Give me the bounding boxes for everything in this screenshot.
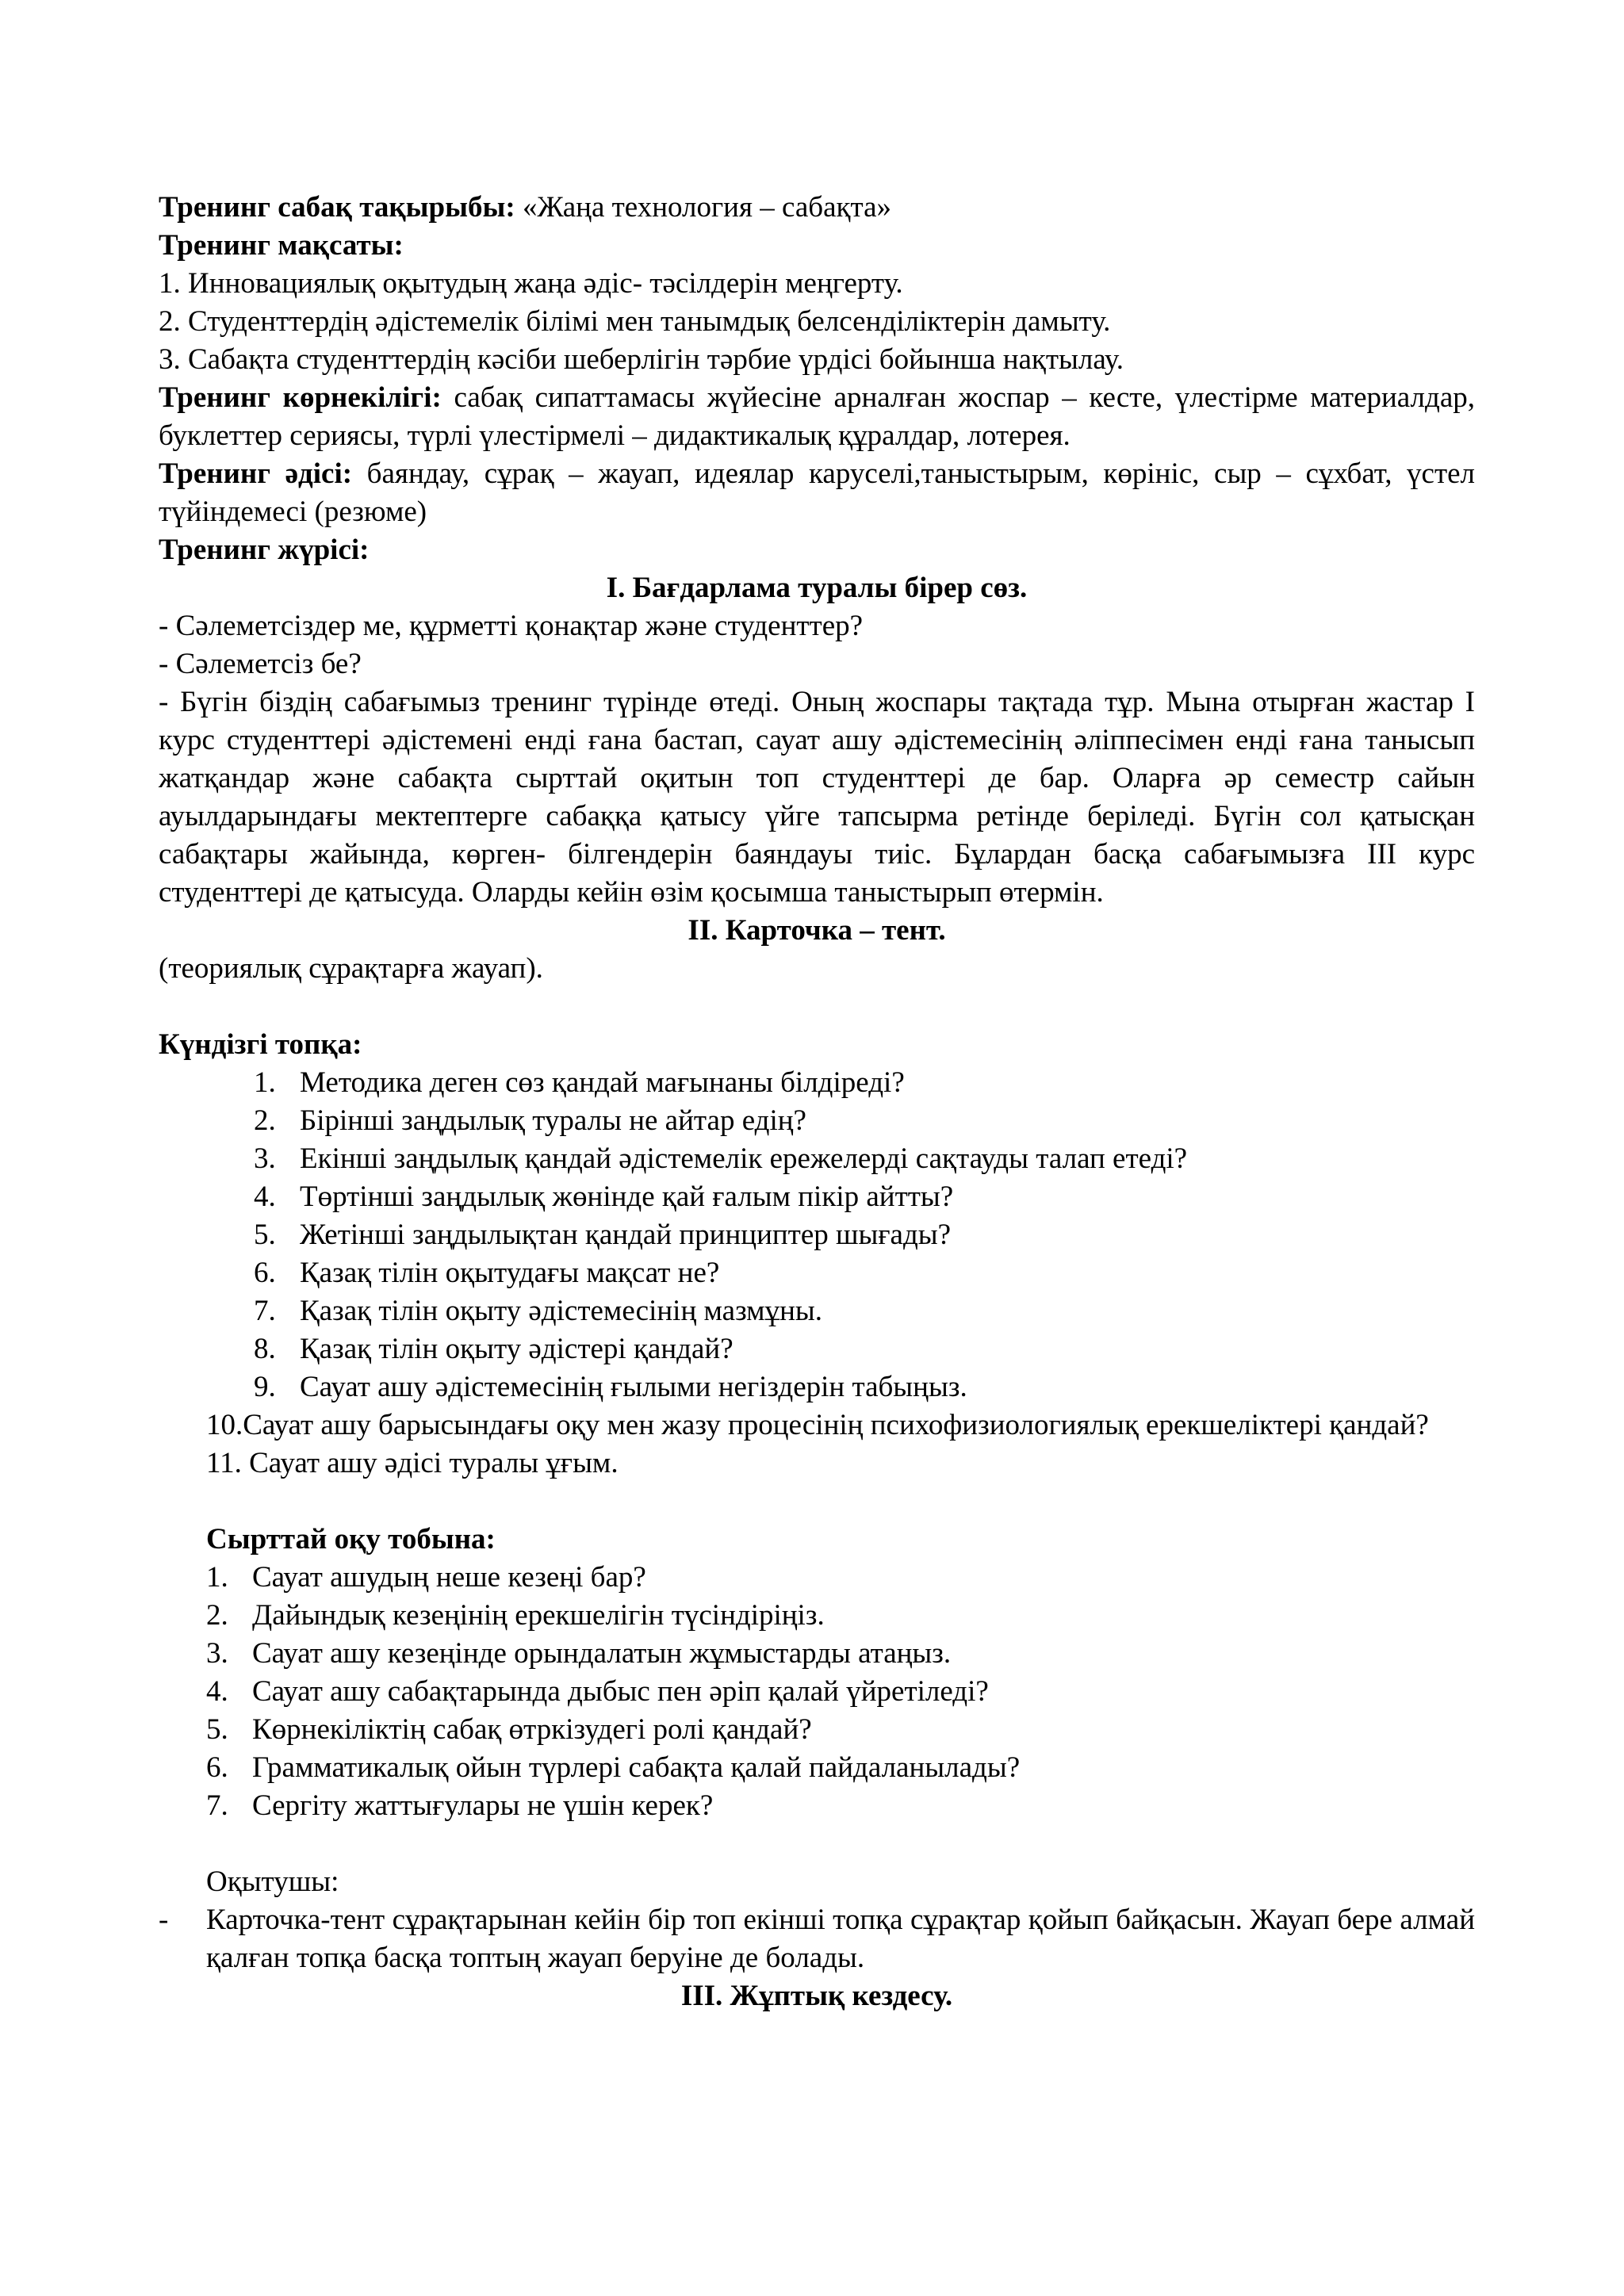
list-item <box>206 1597 1475 1635</box>
document-body <box>159 189 1475 2015</box>
list-number: 2. <box>254 1104 276 1137</box>
list-item <box>254 1254 1475 1292</box>
list-text: Дайындық кезеңінің ерекшелігін түсіндіріңіз. <box>252 1599 825 1632</box>
list-text: Қазақ тілін оқытудағы мақсат не? <box>300 1257 720 1289</box>
list-item <box>254 1216 1475 1254</box>
list-text: Сауат ашу кезеңінде орындалатын жұмыстарды атаңыз. <box>252 1637 952 1670</box>
list-number: 5. <box>206 1713 228 1746</box>
list-item <box>254 1292 1475 1330</box>
distance-group-list <box>159 1559 1475 1825</box>
day-group-list <box>159 1064 1475 1406</box>
list-item <box>254 1064 1475 1102</box>
list-item <box>206 1635 1475 1673</box>
list-item <box>206 1673 1475 1711</box>
list-text: Қазақ тілін оқыту әдістемесінің мазмұны. <box>300 1295 823 1327</box>
list-number: 1. <box>206 1561 228 1594</box>
list-item <box>206 1559 1475 1597</box>
methods-value: баяндау, сұрақ – жауап, идеялар каруселі,таныстырым, көрініс, сыр – сұхбат, үстел түйіндемесі (резюме) <box>159 457 1476 528</box>
list-text: Көрнекіліктің сабақ өтркізудегі ролі қандай? <box>252 1713 812 1746</box>
distance-group-label: Сырттай оқу тобына: <box>206 1523 496 1556</box>
list-text: Төртінші заңдылық жөнінде қай ғалым пікір айтты? <box>300 1181 954 1213</box>
visuals-value: сабақ сипаттамасы жүйесіне арналған жоспар – кесте, үлестірме материалдар, буклеттер сериясы, түрлі үлестірмелі – дидактикалық құралдар, лотерея. <box>159 381 1476 452</box>
section2-title: ІІ. Карточка – тент. <box>688 914 946 947</box>
goal-item: 2. Студенттердің әдістемелік білімі мен танымдық белсенділіктерін дамыту. <box>159 305 1111 338</box>
list-text: Сауат ашу сабақтарында дыбыс пен әріп қалай үйретіледі? <box>252 1675 989 1708</box>
list-text: Сауат ашудың неше кезеңі бар? <box>252 1561 646 1594</box>
goals-label: Тренинг мақсаты: <box>159 229 404 262</box>
section1-title: І. Бағдарлама туралы бірер сөз. <box>606 572 1028 604</box>
list-number: 5. <box>254 1219 276 1251</box>
list-text: Сауат ашу әдістемесінің ғылыми негіздерін табыңыз. <box>300 1371 967 1403</box>
list-item <box>206 1749 1475 1787</box>
goal-item: 1. Инновациялық оқытудың жаңа әдіс- тәсілдерін меңгерту. <box>159 267 903 300</box>
list-item <box>254 1368 1475 1406</box>
topic-line <box>159 189 1475 227</box>
goal-item: 3. Сабақта студенттердің кәсіби шеберлігін тәрбие үрдісі бойынша нақтылау. <box>159 343 1124 376</box>
list-number: 3. <box>254 1142 276 1175</box>
spacer <box>159 1483 1475 1521</box>
list-number: 7. <box>206 1789 228 1822</box>
teacher-text: Карточка-тент сұрақтарынан кейін бір топ екінші топқа сұрақтар қойып байқасын. Жауап бере алмай қалған топқа басқа топтың жауап беруіне де болады. <box>206 1904 1475 1974</box>
list-number: 4. <box>254 1181 276 1213</box>
list-text: Қазақ тілін оқыту әдістері қандай? <box>300 1333 733 1365</box>
topic-label: Тренинг сабақ тақырыбы: <box>159 191 515 224</box>
spacer <box>159 1825 1475 1863</box>
dash-marker: - <box>159 1904 169 1936</box>
section3-title: ІІІ. Жұптық кездесу. <box>680 1980 953 2012</box>
list-text: Екінші заңдылық қандай әдістемелік ережелерді сақтауды талап етеді? <box>300 1142 1188 1175</box>
visuals-paragraph <box>159 379 1475 455</box>
list-number: 6. <box>206 1751 228 1784</box>
list-item <box>254 1330 1475 1368</box>
list-text: Бірінші заңдылық туралы не айтар едің? <box>300 1104 806 1137</box>
teacher-label: Оқытушы: <box>206 1866 339 1898</box>
list-number: 1. <box>254 1066 276 1099</box>
list-text: Грамматикалық ойын түрлері сабақта қалай пайдаланылады? <box>252 1751 1021 1784</box>
teacher-note <box>159 1901 1475 1977</box>
list-number: 3. <box>206 1637 228 1670</box>
list-number: 2. <box>206 1599 228 1632</box>
list-text: Сергіту жаттығулары не үшін керек? <box>252 1789 714 1822</box>
list-number: 8. <box>254 1333 276 1365</box>
list-number: 9. <box>254 1371 276 1403</box>
list-number: 7. <box>254 1295 276 1327</box>
intro-paragraph: - Бүгін біздің сабағымыз тренинг түрінде өтеді. Оның жоспары тақтада тұр. Мына отырған жастар І курс студенттері әдістемені енді ғана бастап, сауат ашу әдістемесінің әліппесімен енді ғана танысып жатқандар және сабақта сырттай оқитын топ студенттері де бар. Оларға әр семестр сайын ауылдарындағы мектептерге сабаққа қатысу үйге тапсырма ретінде беріледі. Бүгін сол қатысқан сабақтары жайында, көрген- білгендерін баяндауы тиіс. Бұлардан басқа сабағымызға ІІІ курс студенттері де қатысуда. Оларды кейін өзім қосымша таныстырып өтермін. <box>159 686 1475 909</box>
course-label: Тренинг жүрісі: <box>159 534 370 566</box>
list-item <box>206 1711 1475 1749</box>
section2-subtitle: (теориялық сұрақтарға жауап). <box>159 952 543 985</box>
list-item <box>254 1178 1475 1216</box>
topic-value: «Жаңа технология – сабақта» <box>515 191 892 224</box>
spacer <box>159 988 1475 1026</box>
list-text: Жетінші заңдылықтан қандай принциптер шығады? <box>300 1219 952 1251</box>
list-text: Методика деген сөз қандай мағынаны білдіреді? <box>300 1066 905 1099</box>
list-number: 6. <box>254 1257 276 1289</box>
list-number: 4. <box>206 1675 228 1708</box>
methods-label: Тренинг әдісі: <box>159 457 353 490</box>
list-item-11: 11. Сауат ашу әдісі туралы ұғым. <box>206 1447 619 1479</box>
greeting-line: - Сәлеметсіз бе? <box>159 648 362 680</box>
visuals-label: Тренинг көрнекілігі: <box>159 381 442 414</box>
day-group-label: Күндізгі топқа: <box>159 1028 362 1061</box>
list-item <box>206 1787 1475 1825</box>
list-item <box>254 1140 1475 1178</box>
greeting-line: - Сәлеметсіздер ме, құрметті қонақтар және студенттер? <box>159 610 864 642</box>
methods-paragraph <box>159 455 1475 531</box>
list-item <box>254 1102 1475 1140</box>
list-item-10: 10.Сауат ашу барысындағы оқу мен жазу процесінің психофизиологиялық ерекшеліктері қандай? <box>206 1409 1429 1441</box>
